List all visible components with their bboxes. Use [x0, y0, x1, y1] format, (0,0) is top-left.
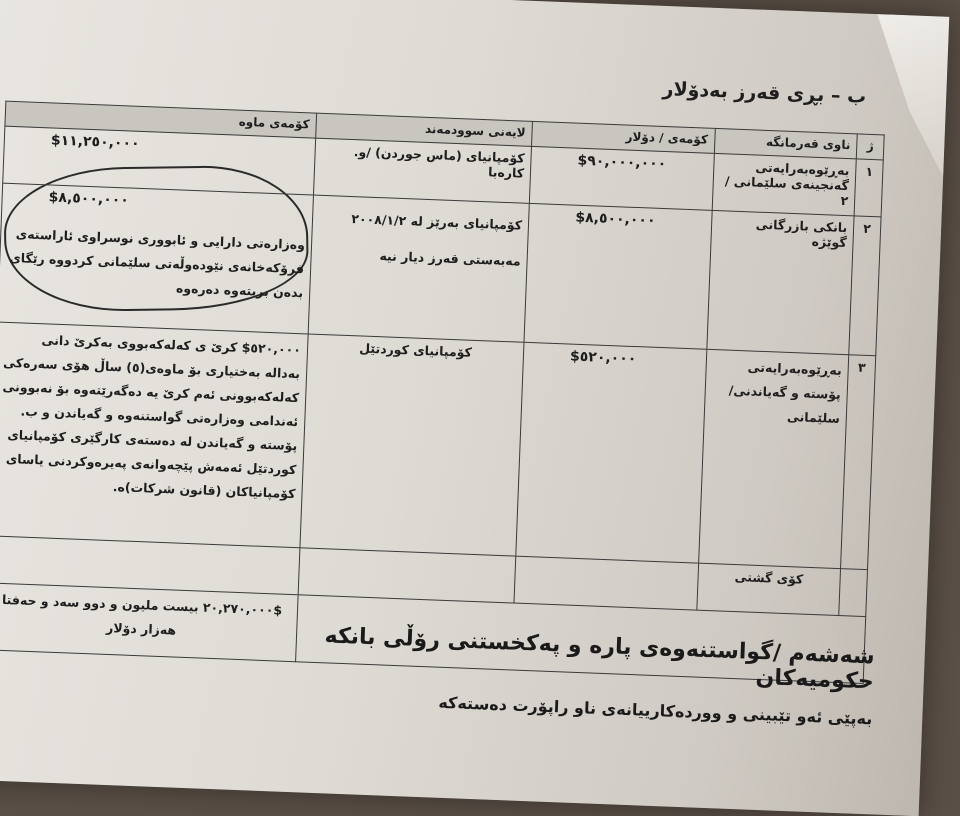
- institution-cell: بانکی بازرگانی گوێژە: [706, 210, 854, 354]
- remaining-note: وەزارەتی دارایی و ئابووری نوسراوی ئاراستەی فرۆکەخانەی نێودەوڵەتی سلێمانی کردووە رێگای بدەن بریتەوە دەرەوە: [9, 226, 306, 301]
- remaining-note: [0, 327, 301, 506]
- total-label: کۆی گشتی: [696, 563, 840, 615]
- remaining-value: $١١,٢٥٠,٠٠٠: [50, 132, 140, 152]
- amount-value: $٨,٥٠٠,٠٠٠: [575, 209, 656, 229]
- amount-cell: [516, 342, 707, 563]
- remaining-cell: [0, 183, 313, 334]
- header-amount: کۆمەی / دۆلار: [532, 121, 715, 153]
- header-remaining: کۆمەی ماوە: [5, 101, 317, 138]
- beneficiary-cell: کۆمپانیای بەرێز لە ٢٠٠٨/١/٢ مەبەستی قەرز دیار نیە: [308, 195, 529, 342]
- loan-table: [0, 101, 885, 684]
- remaining-note-text: کرێ ی کەلەکەبووی بەکرێ دانی بەداله بەختیاری بۆ ماوەی(٥) ساڵ هۆی سەرەکی کەلەکەبوونی ئەم کرێ یە دەگەرێتەوە بۆ نەبوونی ئەندامی وەزارەتی گواستنەوە و گەیاندن و ب. پۆستە و گەیاندن لە دەستەی کارگێری کۆمپانیای کوردتێل ئەمەش پێچەوانەی پەیرەوکردنی یاسای کۆمپانیاکان (قانون شرکات)ە.: [2, 332, 301, 502]
- header-beneficiary: لایەنی سوودمەند: [316, 113, 533, 146]
- institution-cell: بەڕێوەبەرایەتی گەنجینەی سلێمانی /٢: [712, 153, 857, 215]
- amount-value: $٥٢٠,٠٠٠: [569, 348, 637, 368]
- section-title: ب – بڕی قەرز بەدۆلار: [662, 77, 867, 108]
- amount-cell: [524, 203, 712, 349]
- header-institution: ناوی قەرمانگە: [714, 128, 857, 158]
- table-row: [0, 322, 876, 570]
- beneficiary-cell: کۆمپانیای کوردتێل: [300, 334, 524, 556]
- total-text: $٢٠,٢٧٠,٠٠٠ بیست ملیون و دوو سەد و حەفتا هەزار دۆلار: [0, 583, 298, 662]
- row-number: ١: [854, 159, 883, 217]
- section-heading: شەشەم /گواستنەوەی پارە و پەکخستنی رۆڵی بانکە حکومیەکان: [324, 623, 876, 695]
- institution-cell: بەڕێوەبەرایەتی پۆستە و گەیاندنی/سلێمانی: [698, 349, 849, 568]
- body-text: بەپێی ئەو تێبینی و ووردەکارییانەی ناو راپۆرت دەستەکە: [438, 692, 873, 729]
- amount-cell: [529, 146, 714, 210]
- remaining-cell: [0, 322, 308, 548]
- amount-value: $٩٠,٠٠٠,٠٠٠: [577, 152, 667, 173]
- remaining-value: $٨,٥٠٠,٠٠٠: [48, 189, 130, 209]
- header-no: ژ: [856, 134, 884, 160]
- beneficiary-cell: کۆمپانیای (ماس جوردن) /و. کارەبا: [313, 138, 531, 203]
- remaining-value: $٥٢٠,٠٠٠: [241, 339, 302, 358]
- row-number: ٢: [849, 216, 881, 356]
- row-number: ٣: [841, 355, 876, 570]
